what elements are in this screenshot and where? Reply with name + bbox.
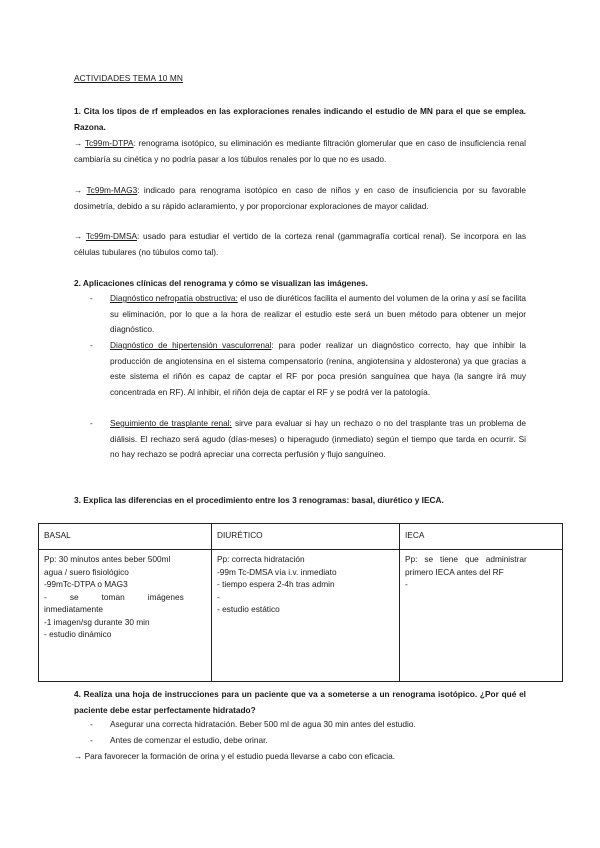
cell-basal xyxy=(39,550,212,682)
cell-line: - estudio dinámico xyxy=(44,629,112,639)
q4-bullet xyxy=(90,733,526,749)
q4-heading: 4. Realiza una hoja de instrucciones para un paciente que va a someterse a un renograma isotópico. ¿Por qué el paciente debe estar perfectamente hidratado? xyxy=(74,689,526,715)
cell-line: - estudio estático xyxy=(217,604,280,614)
q2-bullet-text: : para poder realizar un diagnóstico correcto, hay que inhibir la producción de angiotensina en el sistema compensatorio (renina, angiotensina y aldosterona) ya que gracias a este sistema el riñón es capaz de captar el RF por poca presión sanguínea que haya (la sangre irá muy concentrada en RF). Al inhibir, el riñón deja de captar el RF y se podrá ver la patología. xyxy=(110,340,526,397)
bullet-dash: - xyxy=(90,340,93,350)
q1-heading: 1. Cita los tipos de rf empleados en las exploraciones renales indicando el estudio de MN para el que se emplea. Razona. xyxy=(74,106,526,132)
arrow-icon: → xyxy=(74,231,86,241)
bullet-dash: - xyxy=(90,293,93,303)
q4-bullet-text: Asegurar una correcta hidratación. Beber 500 ml de agua 30 min antes del estudio. xyxy=(110,719,416,729)
header-diuretico: DIURÉTICO xyxy=(212,524,400,550)
q1-item-text: : indicado para renograma isotópico en caso de niños y en caso de insuficiencia por su favorable dosimetría, debido a su rápido aclaramiento, y por proporcionar exploraciones de mayor calidad. xyxy=(74,185,526,211)
cell-ieca xyxy=(400,550,563,682)
cell-line: primero IECA antes del RF xyxy=(405,566,504,577)
q2-bullet-hipertension xyxy=(90,338,526,400)
cell-line: - xyxy=(217,591,220,602)
q1-item-text: : renograma isotópico, su eliminación es mediante filtración glomerular que en caso de insuficiencia renal cambiaría su cinética y no podría pasar a los túbulos renales por lo que no es usado. xyxy=(74,138,526,164)
q1-item-dmsa xyxy=(74,228,526,260)
q1-item-dtpa xyxy=(74,135,526,167)
q4-bullet xyxy=(90,717,526,733)
header-basal: BASAL xyxy=(39,524,212,550)
q4-conclusion: → Para favorecer la formación de orina y el estudio pueda llevarse a cabo con eficacia. xyxy=(74,751,395,761)
cell-line: Pp: correcta hidratación xyxy=(217,554,305,564)
q2-heading: 2. Aplicaciones clínicas del renograma y cómo se visualizan las imágenes. xyxy=(74,278,368,288)
bullet-dash: - xyxy=(90,735,93,745)
cell-line: Pp: 30 minutos antes beber 500ml xyxy=(44,554,171,564)
q1-item-mag3 xyxy=(74,182,526,214)
q4-bullet-text: Antes de comenzar el estudio, debe orinar. xyxy=(110,735,268,745)
bullet-dash: - xyxy=(90,418,93,428)
q1-item-text: : usado para estudiar el vertido de la corteza renal (gammagrafía cortical renal). Se incorpora en las células tubulares (no túbulos como tal). xyxy=(74,231,527,257)
q2-bullet-term: Diagnóstico nefropatía obstructiva: xyxy=(110,293,238,303)
q2-bullet-text: sirve para evaluar si hay un rechazo o no del trasplante tras un problema de diálisis. El rechazo será agudo (días-meses) o hiperagudo (inmediato) según el tiempo que tarda en ocurrir. Si no hay rechazo se podrá apreciar una correcta perfusión y flujo sanguíneo. xyxy=(110,418,526,459)
cell-line: - xyxy=(405,579,408,589)
cell-line: - se toman imágenes xyxy=(44,591,184,602)
cell-diuretico xyxy=(212,550,400,682)
header-ieca: IECA xyxy=(400,524,563,550)
cell-line: - tiempo espera 2-4h tras admin xyxy=(217,579,335,589)
q1-item-term: Tc99m-DMSA xyxy=(85,231,138,241)
table-header-row xyxy=(39,524,563,550)
q2-bullet-term: Seguimiento de trasplante renal: xyxy=(110,418,232,428)
arrow-icon: → xyxy=(74,185,87,195)
q3-heading: 3. Explica las diferencias en el procedimiento entre los 3 renogramas: basal, diurético y IECA. xyxy=(74,495,444,505)
arrow-icon: → xyxy=(74,138,85,148)
cell-line: Pp: se tiene que administrar xyxy=(405,554,527,564)
cell-line: -99mTc-DTPA o MAG3 xyxy=(44,579,128,589)
cell-line: -1 imagen/sg durante 30 min xyxy=(44,616,150,627)
comparison-table xyxy=(38,523,562,682)
q2-bullet-text: el uso de diuréticos facilita el aumento del volumen de la orina y así se facilita su eliminación, por lo que a la hora de realizar el estudio este será un buen método para obtener un mejor diagnóstico. xyxy=(110,293,526,334)
q1-item-term: Tc99m-DTPA xyxy=(84,138,134,148)
bullet-dash: - xyxy=(90,719,93,729)
cell-line: inmediatamente xyxy=(44,604,104,614)
q2-bullet-term: Diagnóstico de hipertensión vasculorrenal xyxy=(110,340,272,350)
q2-bullet-obstructiva xyxy=(90,291,526,338)
table-row xyxy=(39,550,563,682)
cell-line: agua / suero fisiológico xyxy=(44,566,129,577)
q2-bullet-trasplante xyxy=(90,416,526,463)
cell-line: -99m Tc-DMSA vía i.v. inmediato xyxy=(217,566,337,577)
document-title: ACTIVIDADES TEMA 10 MN xyxy=(74,73,184,83)
q1-item-term: Tc99m-MAG3 xyxy=(86,185,138,195)
